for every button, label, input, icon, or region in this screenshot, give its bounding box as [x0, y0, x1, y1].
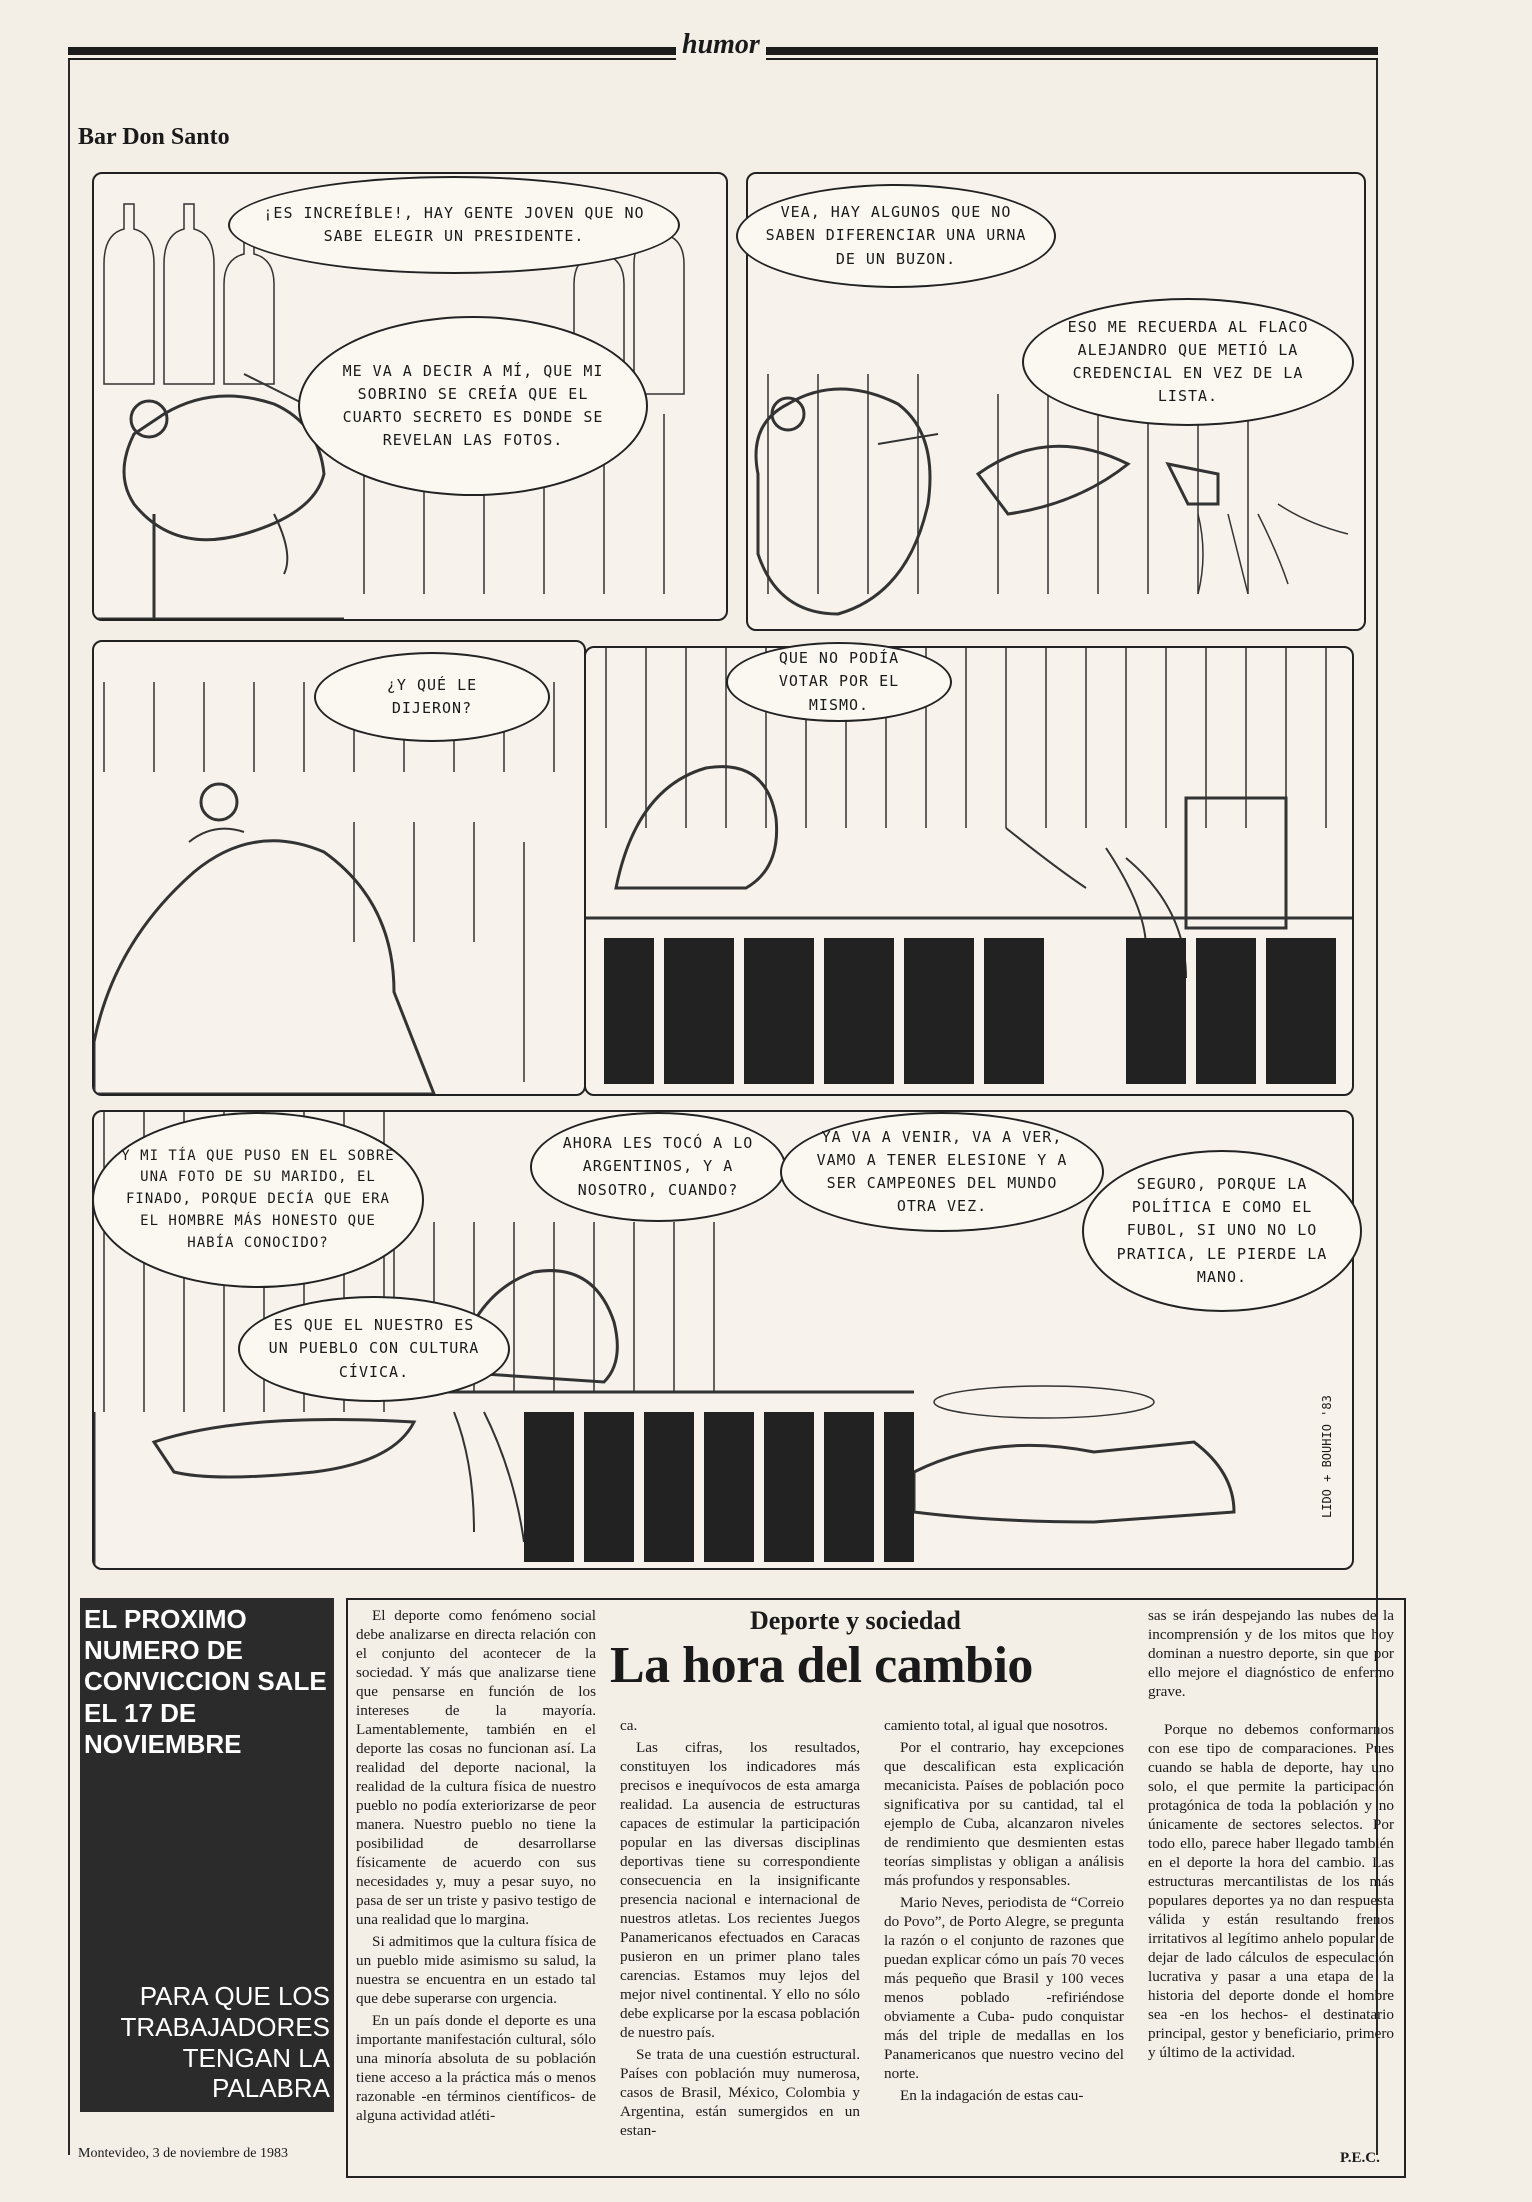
speech-bubble: Y MI TÍA QUE PUSO EN EL SOBRE UNA FOTO DE SU MARIDO, EL FINADO, PORQUE DECÍA QUE ERA EL HOMBRE MÁS HONESTO QUE HABÍA CONOCIDO?	[92, 1112, 424, 1288]
article-paragraph: Porque no debemos conformarnos con ese tipo de comparaciones. Pues cuando se habla de deporte, hay uno solo, el que permite la participación protagónica de toda la población y no únicamente de sectores selectos. Por todo ello, parece haber llegado también en el deporte la hora del cambio. Las estructuras mercantilistas de los más populares deportes ya no dan respuesta válida y están resultando frenos irritativos al legítimo anhelo popular de dejar de lado cálculos de especulación lucrativa y pasar a una etapa de la historia del deporte donde el hombre sea -en los hechos- el destinatario principal, gestor y beneficiario, primero y último de la actividad.	[1148, 1721, 1394, 2061]
speech-bubble: YA VA A VENIR, VA A VER, VAMO A TENER ELESIONE Y A SER CAMPEONES DEL MUNDO OTRA VEZ.	[780, 1112, 1104, 1232]
speech-bubble: ESO ME RECUERDA AL FLACO ALEJANDRO QUE METIÓ LA CREDENCIAL EN VEZ DE LA LISTA.	[1022, 298, 1354, 426]
article-column-3	[884, 1716, 1124, 2105]
speech-bubble: VEA, HAY ALGUNOS QUE NO SABEN DIFERENCIAR UNA URNA DE UN BUZON.	[736, 184, 1056, 288]
speech-bubble: ME VA A DECIR A MÍ, QUE MI SOBRINO SE CREÍA QUE EL CUARTO SECRETO ES DONDE SE REVELAN LAS FOTOS.	[298, 316, 648, 496]
speech-bubble: ES QUE EL NUESTRO ES UN PUEBLO CON CULTURA CÍVICA.	[238, 1296, 510, 1402]
article-column-2	[620, 1716, 860, 2140]
article-paragraph: Se trata de una cuestión estructural. Países con población muy numerosa, casos de Brasil, México, Colombia y Argentina, están sumergidos en un estan-	[620, 2046, 860, 2139]
article-paragraph: En la indagación de estas cau-	[900, 2087, 1084, 2104]
article-paragraph: En un país donde el deporte es una importante manifestación cultural, sólo una minoría absoluta de su población tiene acceso a la práctica más o menos razonable -en términos científicos- de alguna actividad atléti-	[356, 2012, 596, 2124]
promo-box	[80, 1598, 334, 2112]
speech-bubble: ¿Y QUÉ LE DIJERON?	[314, 652, 550, 742]
article-paragraph: camiento total, al igual que nosotros.	[884, 1717, 1108, 1734]
comic-panel-4	[584, 646, 1354, 1096]
speech-bubble: QUE NO PODÍA VOTAR POR EL MISMO.	[726, 642, 952, 722]
article-signature: P.E.C.	[1340, 2150, 1380, 2166]
speech-bubble: SEGURO, PORQUE LA POLÍTICA E COMO EL FUBOL, SI UNO NO LO PRATICA, LE PIERDE LA MANO.	[1082, 1150, 1362, 1312]
article-paragraph: Si admitimos que la cultura física de un pueblo mide asimismo su salud, la nuestra se encuentra en un estado tal que debe superarse con urgencia.	[356, 1933, 596, 2007]
promo-next-issue: EL PROXIMO NUMERO DE CONVICCION SALE EL 17 DE NOVIEMBRE	[84, 1604, 327, 1759]
article-column-1	[356, 1606, 596, 2125]
artist-signature: LIDO + BOUHIO '83	[1320, 1395, 1334, 1518]
panel-4-art	[586, 648, 1352, 1094]
speech-bubble: AHORA LES TOCÓ A LO ARGENTINOS, Y A NOSOTRO, CUANDO?	[530, 1112, 786, 1222]
comic-title: Bar Don Santo	[78, 124, 230, 150]
article-paragraph: sas se irán despejando las nubes de la incomprensión y de los mitos que hoy dominan a nuestro deporte, sin que por ello mejore el diagnóstico de enfermo grave.	[1148, 1607, 1394, 1700]
article-kicker: Deporte y sociedad	[750, 1606, 961, 1635]
article-paragraph: El deporte como fenómeno social debe analizarse en directa relación con el conjunto del acontecer de la sociedad. Y más que analizarse tiene que pensarse en función de los intereses de la mayoría. Lamentablemente, también en el deporte las cosas no funcionan así. La realidad del deporte nacional, la realidad de la cultura física de nuestro pueblo no podía exteriorizarse de peor manera. Nuestro pueblo no tiene la posibilidad de desarrollarse físicamente de acuerdo con sus necesidades y, muy a pesar suyo, no pasa de ser un triste y pasivo testigo de una realidad que lo margina.	[356, 1607, 596, 1928]
article-paragraph: Mario Neves, periodista de “Correio do Povo”, de Porto Alegre, se pregunta la razón o el conjunto de razones que puedan explicar cómo un país 70 veces más pequeño que Brasil y 100 veces menos poblado -refiriéndose obviamente a Cuba- pudo conquistar más del triple de medallas en los Panamericanos que nuestro vecino del norte.	[884, 1894, 1124, 2082]
article-headline: La hora del cambio	[610, 1637, 1033, 1694]
article-paragraph: ca.	[620, 1717, 638, 1734]
article-paragraph: Por el contrario, hay excepciones que descalifican esta explicación mecanicista. Países de población poco significativa por su cantidad, tal el ejemplo de Cuba, alcanzaron niveles de rendimiento que desmienten estas teorías simplistas y obligan a análisis más profundos y responsables.	[884, 1739, 1124, 1889]
promo-slogan: PARA QUE LOS TRABAJADORES TENGAN LA PALABRA	[120, 1981, 330, 2104]
article-column-4	[1148, 1606, 1394, 2062]
speech-bubble: ¡ES INCREÍBLE!, HAY GENTE JOVEN QUE NO SABE ELEGIR UN PRESIDENTE.	[228, 176, 680, 274]
article-paragraph: Las cifras, los resultados, constituyen los indicadores más precisos e inequívocos de esta amarga realidad. La ausencia de estructuras capaces de estimular la participación popular en las diversas disciplinas deportivas tiene su correspondiente consecuencia en la insignificante presencia nacional e internacional de nuestros atletas. Los recientes Juegos Panamericanos efectuados en Caracas pusieron en un primer plano tales carencias. Estamos muy lejos del mejor nivel continental. Y ello no sólo debe explicarse por la escasa población de nuestro país.	[620, 1739, 860, 2041]
section-tag: humor	[676, 28, 766, 62]
dateline: Montevideo, 3 de noviembre de 1983	[78, 2146, 288, 2161]
